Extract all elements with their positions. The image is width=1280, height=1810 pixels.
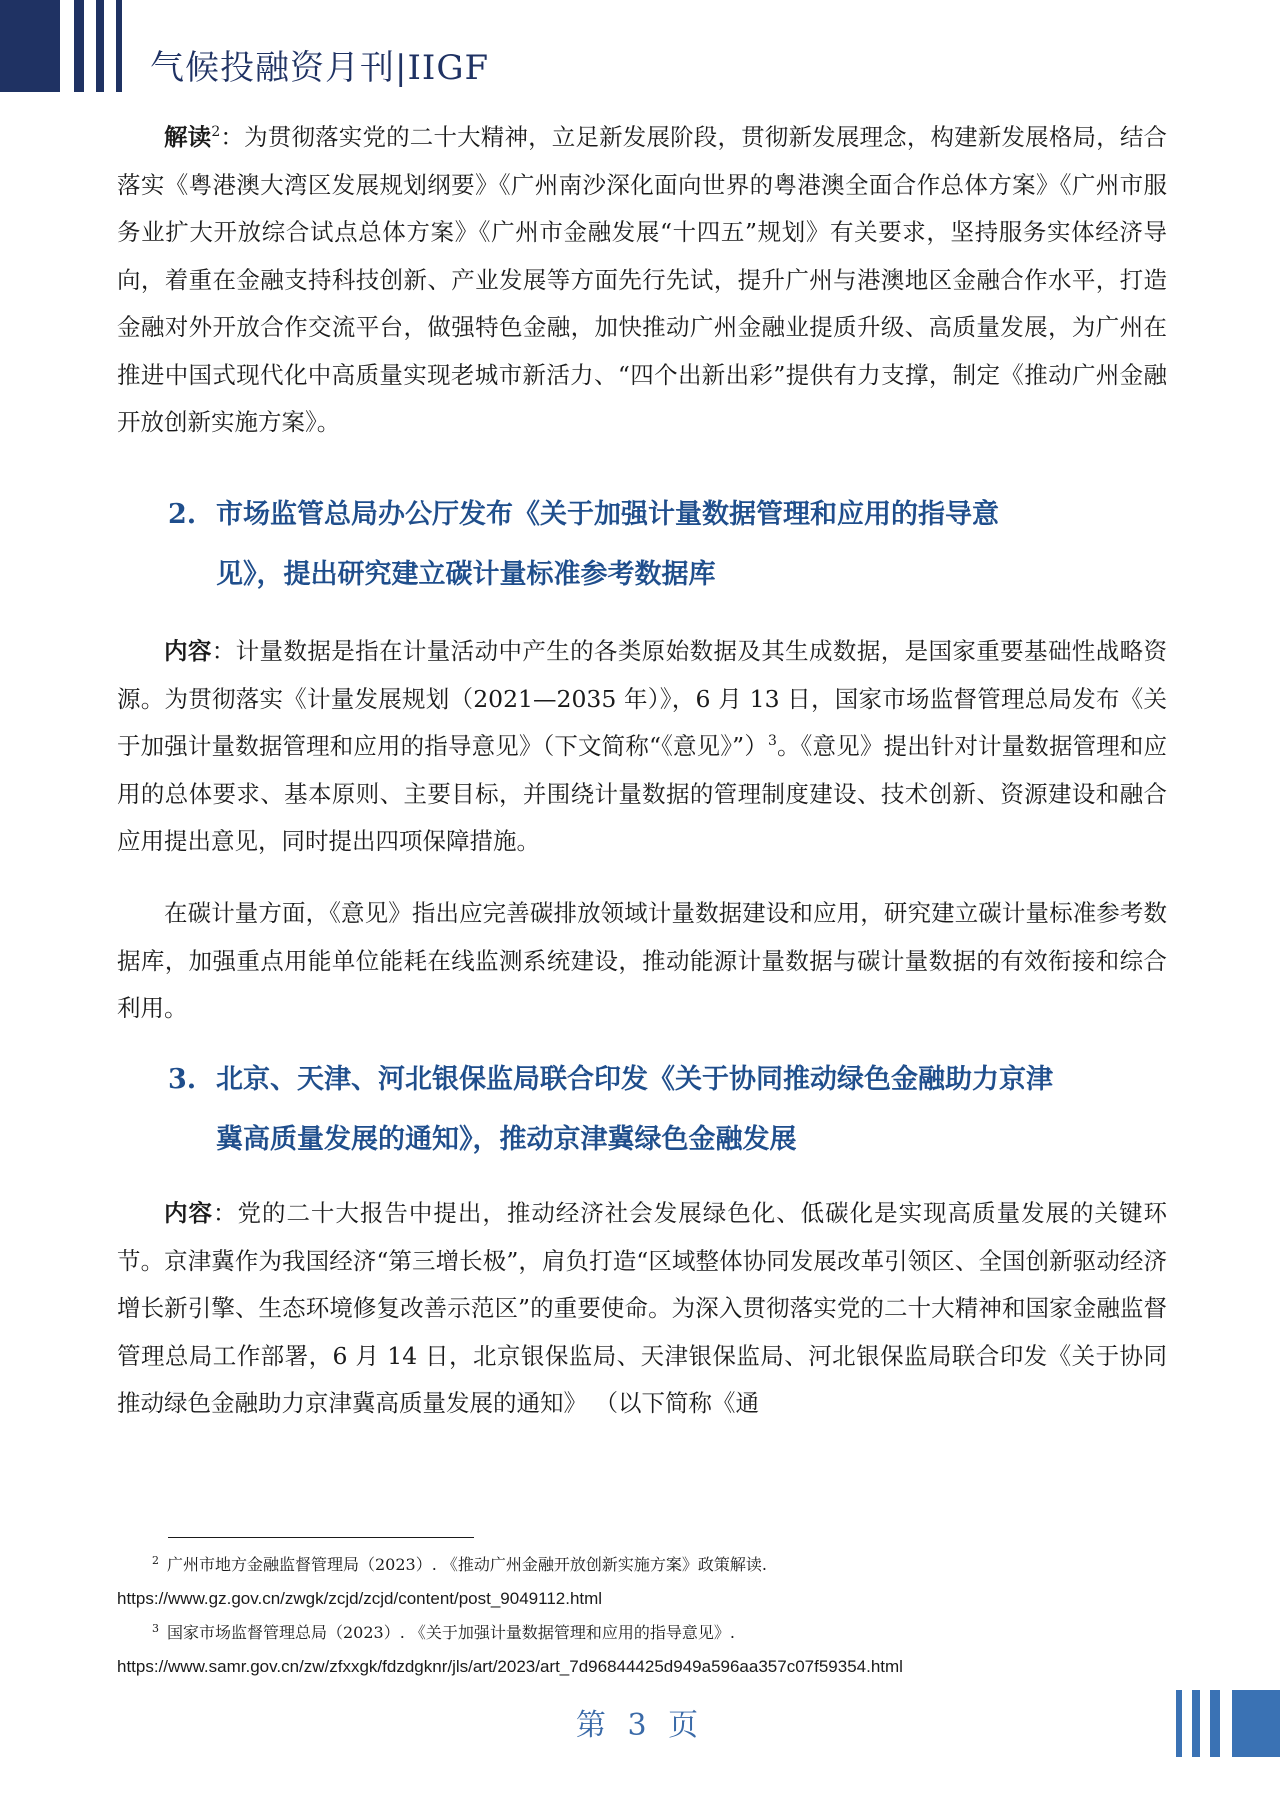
section-2-content: [117, 628, 1167, 866]
footer-bar: [1176, 1690, 1182, 1757]
interpretation-label: 解读: [164, 123, 212, 151]
section-3-heading: [168, 1050, 1168, 1170]
footnote-divider: [168, 1537, 474, 1538]
footnote-2-number: 2: [152, 1553, 159, 1567]
header-bar: [74, 0, 84, 92]
header-bar: [0, 0, 60, 92]
footnote-3-url-link[interactable]: https://www.samr.gov.cn/zw/zfxxgk/fdzdgknr/jls/art/2023/art_7d96844425d949a596aa357c07f59354.html: [117, 1657, 903, 1676]
footnote-3-number: 3: [152, 1621, 159, 1635]
section-3-title-line1: 北京、天津、河北银保监局联合印发《关于协同推动绿色金融助力京津: [216, 1064, 1053, 1095]
footer-bar: [1232, 1690, 1280, 1757]
footer-bar: [1210, 1690, 1220, 1757]
section-2-content-text-a: ：计量数据是指在计量活动中产生的各类原始数据及其生成数据，是国家重要基础性战略资源。为贯彻落实《计量发展规划（2021—2035 年）》，6 月 13 日，国家市场监督管理总局发布《关于加强计量数据管理和应用的指导意见》（下文简称“《意见》”）: [117, 637, 1167, 760]
section-3-content-text: ：党的二十大报告中提出，推动经济社会发展绿色化、低碳化是实现高质量发展的关键环节。京津冀作为我国经济“第三增长极”，肩负打造“区域整体协同发展改革引领区、全国创新驱动经济增长新引擎、生态环境修复改善示范区”的重要使命。为深入贯彻落实党的二十大精神和国家金融监督管理总局工作部署，6 月 14 日，北京银保监局、天津银保监局、河北银保监局联合印发《关于协同推动绿色金融助力京津冀高质量发展的通知》 （以下简称《通: [117, 1199, 1168, 1417]
footer-bars-decoration: [1176, 1690, 1280, 1757]
section-3-content-label: 内容: [164, 1199, 213, 1227]
footnote-3: [117, 1616, 1177, 1684]
section-2-title-line1: 市场监管总局办公厅发布《关于加强计量数据管理和应用的指导意: [216, 499, 999, 530]
footnote-ref-2[interactable]: 2: [211, 124, 221, 141]
page-number: 第 3 页: [575, 1708, 705, 1743]
footnote-3-text: 国家市场监督管理总局（2023）. 《关于加强计量数据管理和应用的指导意见》.: [167, 1623, 735, 1642]
section-3-number: 3.: [168, 1064, 197, 1095]
section-2-heading: [168, 485, 1168, 605]
section-3-title-line2: 冀高质量发展的通知》，推动京津冀绿色金融发展: [216, 1124, 797, 1155]
header-bar: [116, 0, 122, 92]
publication-title: 气候投融资月刊|IIGF: [150, 48, 490, 88]
section-2-carbon-paragraph: 在碳计量方面，《意见》指出应完善碳排放领域计量数据建设和应用，研究建立碳计量标准参考数据库，加强重点用能单位能耗在线监测系统建设，推动能源计量数据与碳计量数据的有效衔接和综合利用。: [117, 899, 1167, 1022]
header-bar: [96, 0, 104, 92]
interpretation-paragraph: [117, 114, 1167, 447]
header-bars-decoration: [0, 0, 122, 92]
section-2-content-text-b: 。《意见》提出针对计量数据管理和应用的总体要求、基本原则、主要目标，并围绕计量数据的管理制度建设、技术创新、资源建设和融合应用提出意见，同时提出四项保障措施。: [117, 732, 1168, 855]
section-2-number: 2.: [168, 499, 197, 530]
footer-bar: [1192, 1690, 1200, 1757]
footnote-ref-3[interactable]: 3: [767, 733, 777, 750]
footnote-2-url-link[interactable]: https://www.gz.gov.cn/zwgk/zcjd/zcjd/content/post_9049112.html: [117, 1589, 603, 1608]
footnote-2-text: 广州市地方金融监督管理局（2023）. 《推动广州金融开放创新实施方案》政策解读.: [167, 1555, 767, 1574]
section-3-content: [117, 1190, 1167, 1428]
section-2-content-label: 内容: [164, 637, 212, 665]
footnote-2: [117, 1548, 1177, 1616]
section-2-title-line2: 见》，提出研究建立碳计量标准参考数据库: [216, 559, 716, 590]
interpretation-text: ：为贯彻落实党的二十大精神，立足新发展阶段，贯彻新发展理念，构建新发展格局，结合落实《粤港澳大湾区发展规划纲要》《广州南沙深化面向世界的粤港澳全面合作总体方案》《广州市服务业扩大开放综合试点总体方案》《广州市金融发展“十四五”规划》有关要求，坚持服务实体经济导向，着重在金融支持科技创新、产业发展等方面先行先试，提升广州与港澳地区金融合作水平，打造金融对外开放合作交流平台，做强特色金融，加快推动广州金融业提质升级、高质量发展，为广州在推进中国式现代化中高质量实现老城市新活力、“四个出新出彩”提供有力支撑，制定《推动广州金融开放创新实施方案》。: [117, 123, 1168, 436]
